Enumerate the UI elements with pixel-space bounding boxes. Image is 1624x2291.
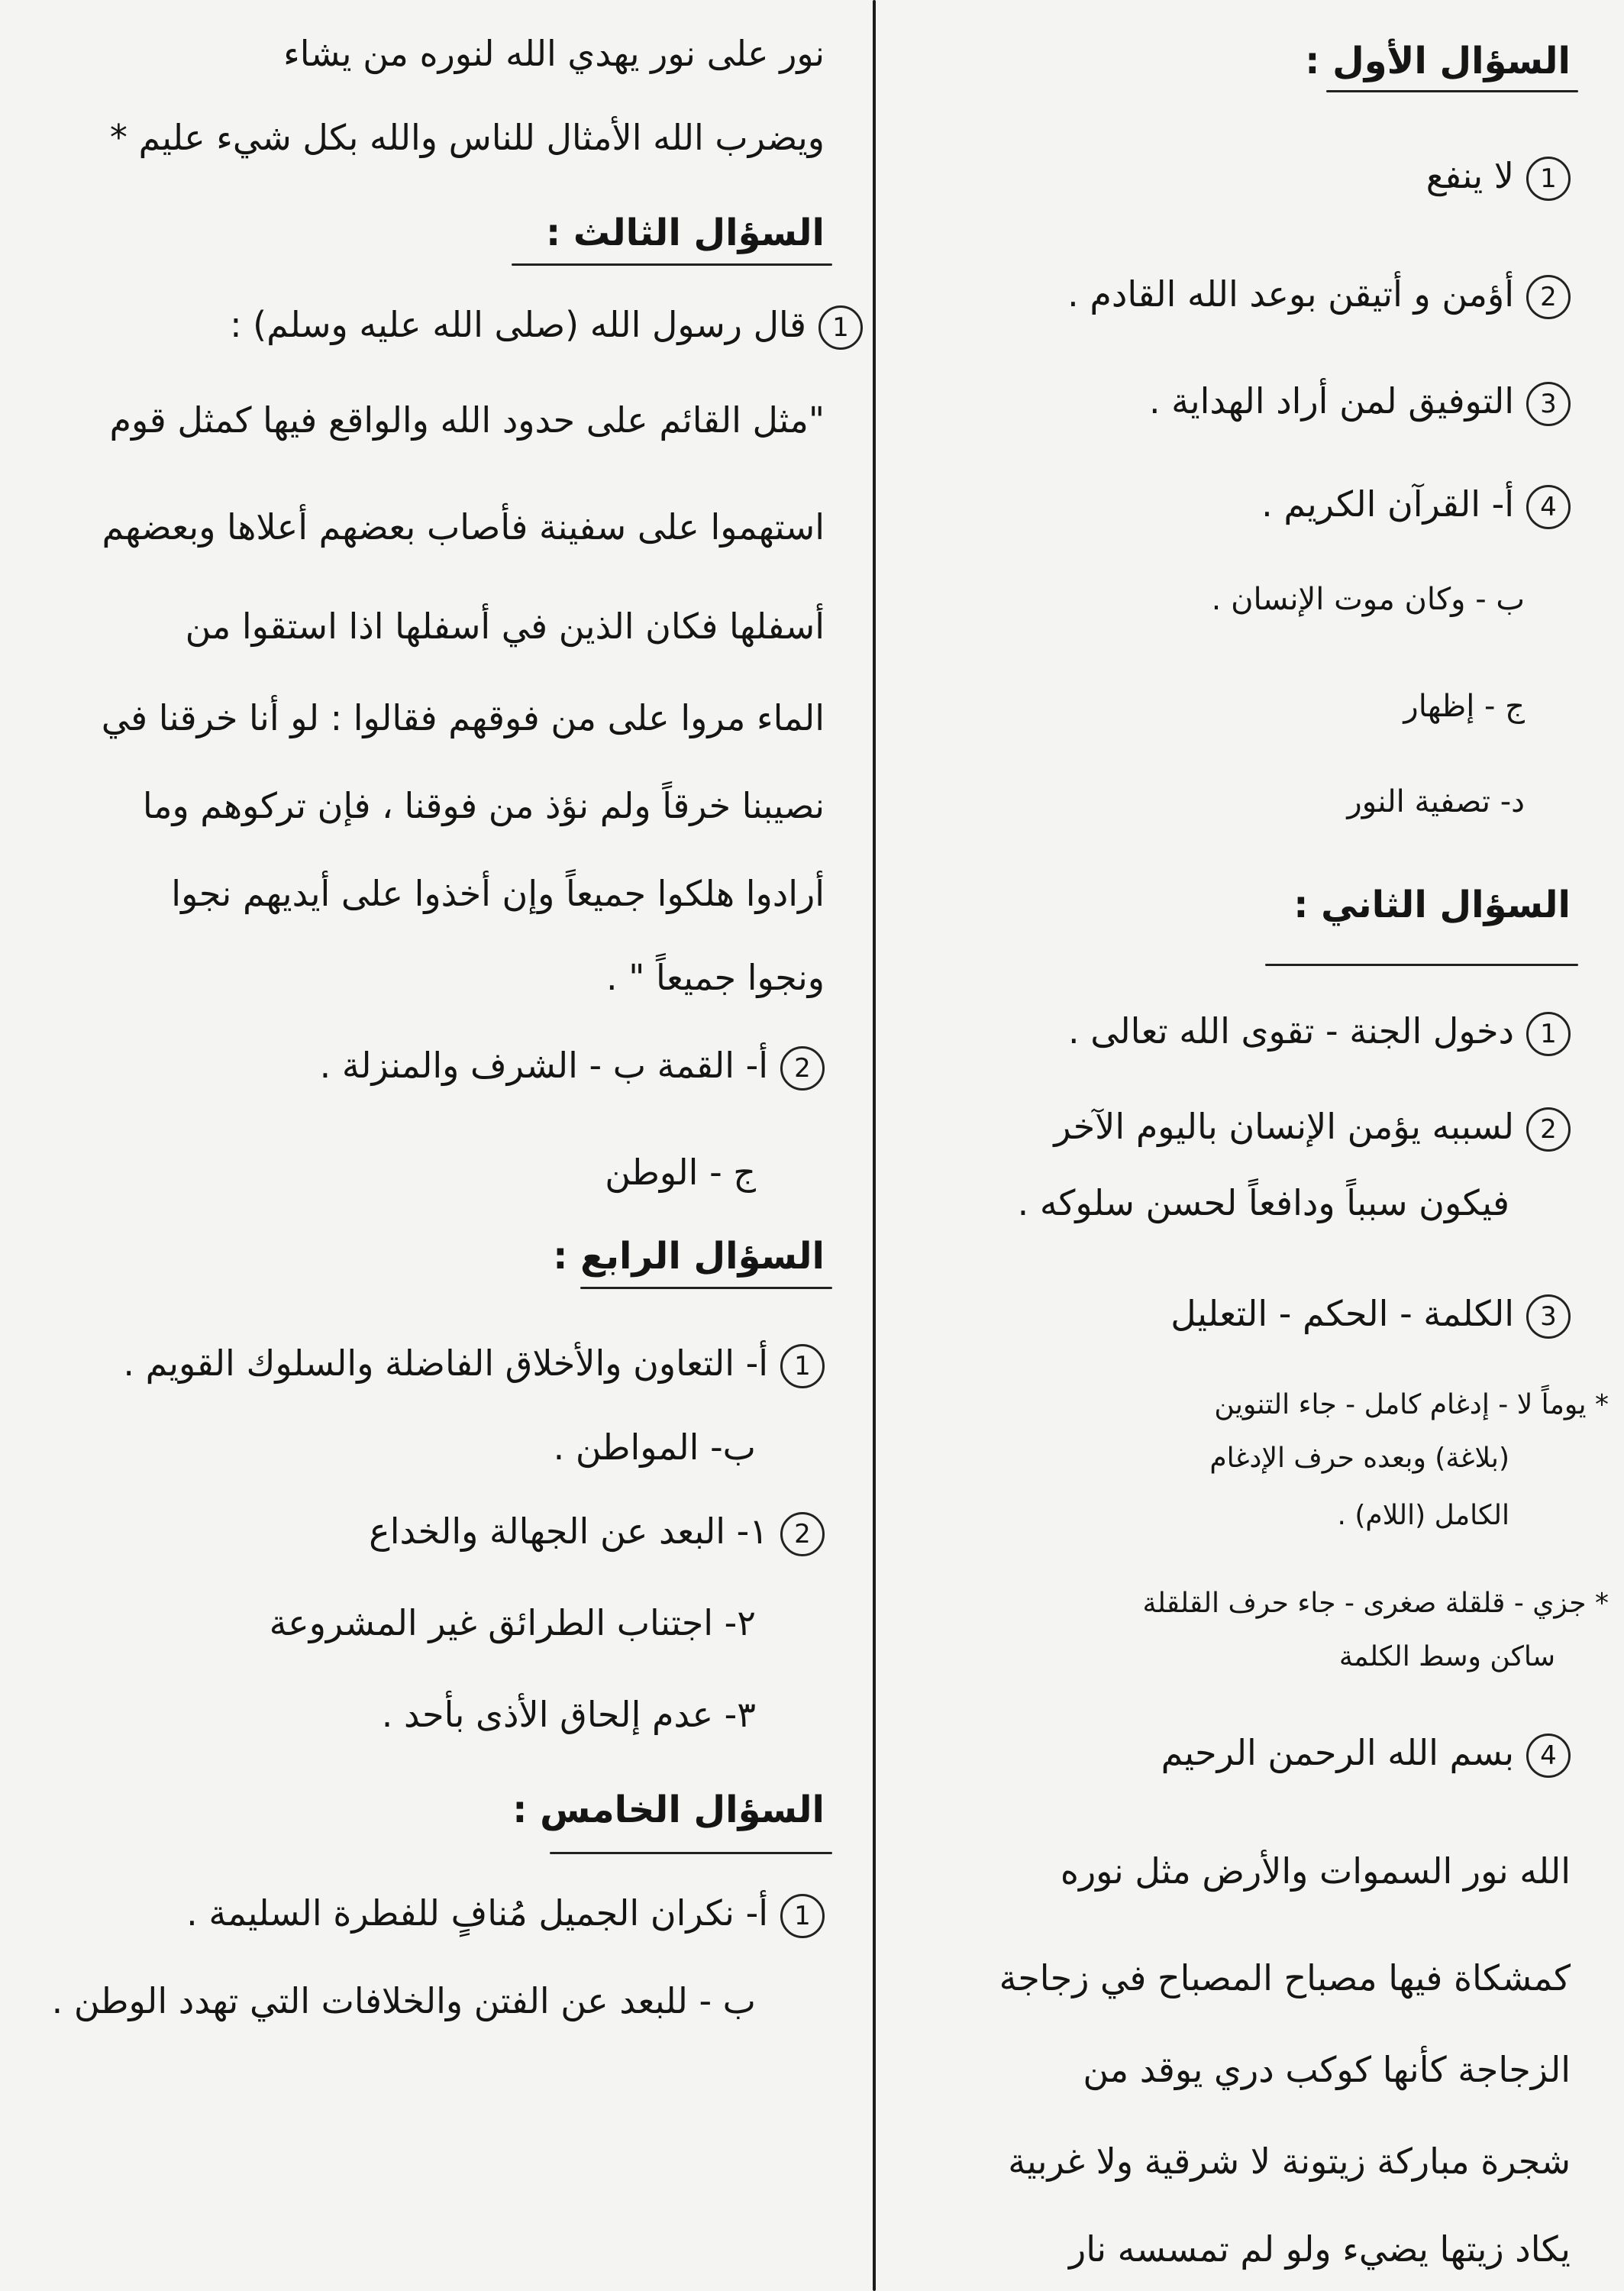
q2-note-5: ساكن وسط الكلمة bbox=[1338, 1641, 1555, 1672]
hadith-line-4: الماء مروا على من فوقهم فقالوا : لو أنا خرقنا في bbox=[101, 697, 825, 738]
hadith-line-7: ونجوا جميعاً " . bbox=[605, 957, 825, 998]
item-text: أ- التعاون والأخلاق الفاضلة والسلوك القويم . bbox=[123, 1343, 768, 1384]
q2-item-1 bbox=[1068, 1008, 1571, 1056]
q4-heading: السؤال الرابع : bbox=[553, 1235, 825, 1278]
q4-item-2 bbox=[369, 1508, 825, 1556]
item-text: أ- نكران الجميل مُنافٍ للفطرة السليمة . bbox=[186, 1892, 768, 1934]
q3-item-1 bbox=[230, 302, 863, 350]
q5-item-1-b: ب - للبعد عن الفتن والخلافات التي تهدد الوطن . bbox=[51, 1980, 756, 2021]
q4-item-1 bbox=[123, 1340, 825, 1388]
verse-cont-2: ويضرب الله الأمثال للناس والله بكل شيء عليم * bbox=[109, 117, 825, 158]
q3-item-2 bbox=[320, 1042, 825, 1091]
item-number: 1 bbox=[780, 1894, 825, 1938]
q3-heading-underline bbox=[512, 263, 832, 266]
verse-line-3: الزجاجة كأنها كوكب دري يوقد من bbox=[1083, 2049, 1571, 2090]
hadith-line-3: أسفلها فكان الذين في أسفلها اذا استقوا من bbox=[185, 606, 825, 647]
item-number: 2 bbox=[780, 1512, 825, 1556]
q4-item-2-l3: ٣- عدم إلحاق الأذى بأحد . bbox=[381, 1694, 756, 1735]
basmala: بسم الله الرحمن الرحيم bbox=[1161, 1732, 1514, 1773]
item-number: 3 bbox=[1526, 382, 1571, 426]
q2-note-4: * جزي - قلقلة صغرى - جاء حرف القلقلة bbox=[1142, 1588, 1609, 1619]
item-text: أؤمن و أتيقن بوعد الله القادم . bbox=[1067, 273, 1514, 315]
q1-sub-d: د- تصفية النور bbox=[1347, 784, 1525, 819]
item-number: 1 bbox=[1526, 157, 1571, 201]
hadith-line-5: نصيبنا خرقاً ولم نؤذ من فوقنا ، فإن تركوهم وما bbox=[142, 785, 825, 826]
q1-item-1 bbox=[1426, 153, 1571, 201]
item-text: دخول الجنة - تقوى الله تعالى . bbox=[1068, 1010, 1514, 1052]
verse-line-2: كمشكاة فيها مصباح المصباح في زجاجة bbox=[999, 1957, 1571, 1999]
item-number: 1 bbox=[780, 1344, 825, 1388]
verse-line-5: يكاد زيتها يضيء ولو لم تمسسه نار bbox=[1068, 2228, 1571, 2270]
q1-sub-c: ج - إظهار bbox=[1403, 689, 1525, 724]
item-number: 2 bbox=[780, 1046, 825, 1091]
item-number: 2 bbox=[1526, 275, 1571, 319]
item-text: أ- القرآن الكريم . bbox=[1261, 483, 1514, 525]
q2-item-4 bbox=[1161, 1730, 1571, 1778]
hadith-line-1: "مثل القائم على حدود الله والواقع فيها كمثل قوم bbox=[109, 399, 825, 441]
item-text: الكلمة - الحكم - التعليل bbox=[1170, 1293, 1514, 1334]
q2-note-2: (بلاغة) وبعده حرف الإدغام bbox=[1209, 1443, 1509, 1474]
item-number: 1 bbox=[818, 305, 863, 350]
item-number: 3 bbox=[1526, 1294, 1571, 1339]
q1-heading: السؤال الأول : bbox=[1305, 40, 1571, 82]
q5-heading: السؤال الخامس : bbox=[512, 1789, 825, 1831]
item-number: 4 bbox=[1526, 485, 1571, 529]
item-text: التوفيق لمن أراد الهداية . bbox=[1148, 380, 1514, 422]
item-number: 4 bbox=[1526, 1734, 1571, 1778]
item-text: أ- القمة ب - الشرف والمنزلة . bbox=[319, 1045, 768, 1086]
q5-heading-underline bbox=[550, 1852, 832, 1854]
q2-item-3 bbox=[1170, 1291, 1571, 1339]
q2-item-2-cont: فيكون سبباً ودافعاً لحسن سلوكه . bbox=[1017, 1182, 1509, 1223]
q4-heading-underline bbox=[580, 1287, 832, 1289]
hadith-line-6: أرادوا هلكوا جميعاً وإن أخذوا على أيديهم نجوا bbox=[171, 873, 825, 914]
q3-item-2-c: ج - الوطن bbox=[605, 1152, 756, 1193]
right-column bbox=[876, 0, 1624, 2291]
q4-item-1-b: ب- المواطن . bbox=[553, 1427, 756, 1468]
hadith-intro: قال رسول الله (صلى الله عليه وسلم) : bbox=[230, 304, 806, 345]
q3-heading: السؤال الثالث : bbox=[545, 212, 825, 254]
q2-item-2 bbox=[1054, 1103, 1571, 1152]
q1-item-2 bbox=[1067, 271, 1571, 319]
q2-heading-underline bbox=[1265, 964, 1578, 966]
item-number: 2 bbox=[1526, 1107, 1571, 1152]
q4-item-2-l2: ٢- اجتناب الطرائق غير المشروعة bbox=[269, 1602, 756, 1643]
item-number: 1 bbox=[1526, 1012, 1571, 1056]
item-text: لسببه يؤمن الإنسان باليوم الآخر bbox=[1054, 1106, 1514, 1147]
q1-heading-underline bbox=[1326, 90, 1578, 92]
verse-line-1: الله نور السموات والأرض مثل نوره bbox=[1060, 1850, 1571, 1892]
q5-item-1 bbox=[186, 1890, 825, 1938]
q1-item-4 bbox=[1261, 481, 1571, 529]
item-text: ١- البعد عن الجهالة والخداع bbox=[369, 1511, 768, 1552]
q2-note-1: * يوماً لا - إدغام كامل - جاء التنوين bbox=[1214, 1389, 1609, 1420]
verse-cont-1: نور على نور يهدي الله لنوره من يشاء bbox=[283, 33, 825, 74]
item-text: لا ينفع bbox=[1425, 155, 1514, 196]
q2-note-3: الكامل (اللام) . bbox=[1337, 1500, 1509, 1531]
verse-line-4: شجرة مباركة زيتونة لا شرقية ولا غربية bbox=[1008, 2141, 1571, 2182]
q1-item-3 bbox=[1149, 378, 1571, 426]
q2-heading: السؤال الثاني : bbox=[1293, 884, 1571, 926]
hadith-line-2: استهموا على سفينة فأصاب بعضهم أعلاها وبعضهم bbox=[102, 506, 825, 548]
q1-sub-b: ب - وكان موت الإنسان . bbox=[1211, 582, 1525, 617]
